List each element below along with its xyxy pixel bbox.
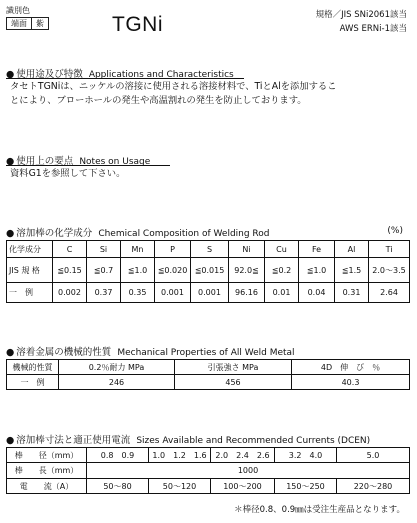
composition-unit: (%) — [387, 226, 403, 236]
applications-line-2: とにより、ブローホールの発生や高温割れの発生を防止しております。 — [10, 95, 307, 106]
composition-heading — [6, 225, 270, 239]
composition-jis-cell: ≦1.0 — [121, 258, 155, 283]
composition-example-cell: 0.37 — [87, 283, 121, 303]
composition-example-cell: 96.16 — [229, 283, 265, 303]
spec-jis: 規格／JIS SNi2061該当 — [315, 10, 407, 20]
mechanical-example-cell: 456 — [175, 375, 292, 390]
composition-example-row — [7, 283, 410, 303]
composition-heading-jp: 溶加棒の化学成分 — [16, 228, 93, 239]
sizes-current-cell: 50〜80 — [87, 479, 149, 494]
composition-jis-cell: ≦0.15 — [53, 258, 87, 283]
mechanical-heading-jp: 溶着金属の機械的性質 — [16, 347, 112, 358]
composition-header-cell: 化学成分 — [7, 241, 53, 258]
sizes-diameter-cell: 3.2 4.0 — [275, 448, 337, 463]
sizes-diameter-row — [7, 448, 410, 463]
usage-underline — [6, 165, 170, 166]
sizes-heading-jp: 溶加棒寸法と適正使用電流 — [16, 435, 131, 446]
composition-jis-cell: ≦0.7 — [87, 258, 121, 283]
composition-example-cell: 0.35 — [121, 283, 155, 303]
sizes-heading-en: Sizes Available and Recommended Currents (DCEN) — [136, 436, 371, 446]
mechanical-table — [6, 359, 410, 390]
sizes-diameter-cell: 1.0 1.2 1.6 — [149, 448, 211, 463]
sizes-length-label: 棒 長（mm） — [7, 463, 87, 479]
sizes-length-row — [7, 463, 410, 479]
composition-header-cell: S — [191, 241, 229, 258]
id-box-color: 紫 — [31, 18, 48, 29]
composition-jis-row — [7, 258, 410, 283]
product-title: TGNi — [112, 13, 163, 36]
applications-body — [10, 80, 337, 108]
mechanical-heading-en: Mechanical Properties of All Weld Metal — [117, 348, 295, 358]
composition-header-cell: Cu — [265, 241, 299, 258]
applications-line-1: タセトTGNiは、ニッケルの溶接に使用される溶接材料で、TiとAlを添加するこ — [10, 81, 337, 92]
composition-jis-cell: 2.0〜3.5 — [369, 258, 410, 283]
bullet-icon: ● — [6, 347, 15, 358]
sizes-current-row — [7, 479, 410, 494]
composition-jis-cell: JIS 規 格 — [7, 258, 53, 283]
composition-jis-cell: ≦0.020 — [155, 258, 191, 283]
usage-heading-jp: 使用上の要点 — [16, 156, 74, 167]
bullet-icon: ● — [6, 228, 15, 239]
applications-underline — [6, 78, 244, 79]
composition-header-cell: Ni — [229, 241, 265, 258]
composition-heading-en: Chemical Composition of Welding Rod — [98, 229, 270, 239]
composition-header-cell: Mn — [121, 241, 155, 258]
sizes-current-cell: 100〜200 — [211, 479, 275, 494]
mechanical-header-cell: 4D 伸 び ％ — [292, 360, 410, 375]
sizes-length-cell: 1000 — [87, 463, 410, 479]
composition-header-cell: P — [155, 241, 191, 258]
composition-jis-cell: ≦0.015 — [191, 258, 229, 283]
sizes-diameter-cell: 5.0 — [337, 448, 410, 463]
mechanical-header-cell: 引張強さ MPa — [175, 360, 292, 375]
id-box-end-face: 端面 — [11, 19, 27, 28]
usage-body: 資料G1を参照して下さい。 — [10, 168, 126, 179]
composition-example-cell: 0.001 — [155, 283, 191, 303]
bullet-icon: ● — [6, 69, 15, 80]
mechanical-example-cell: 40.3 — [292, 375, 410, 390]
composition-header-cell: Si — [87, 241, 121, 258]
composition-header-cell: Fe — [299, 241, 335, 258]
sizes-table — [6, 447, 410, 494]
applications-heading-en: Applications and Characteristics — [88, 70, 234, 80]
mechanical-example-cell: 一 例 — [7, 375, 59, 390]
composition-example-cell: 一 例 — [7, 283, 53, 303]
id-color-label: 識別色 — [6, 6, 30, 15]
mechanical-header-cell: 機械的性質 — [7, 360, 59, 375]
mechanical-header-row — [7, 360, 410, 375]
mechanical-example-row — [7, 375, 410, 390]
mechanical-header-cell: 0.2％耐力 MPa — [59, 360, 175, 375]
composition-example-cell: 0.01 — [265, 283, 299, 303]
composition-header-row — [7, 241, 410, 258]
composition-header-cell: C — [53, 241, 87, 258]
sizes-current-cell: 150〜250 — [275, 479, 337, 494]
spec-aws: AWS ERNi-1該当 — [339, 24, 407, 34]
sizes-current-cell: 220〜280 — [337, 479, 410, 494]
composition-example-cell: 0.31 — [335, 283, 369, 303]
sizes-current-label: 電 流（A） — [7, 479, 87, 494]
mechanical-heading — [6, 344, 295, 358]
composition-jis-cell: 92.0≦ — [229, 258, 265, 283]
composition-example-cell: 0.001 — [191, 283, 229, 303]
applications-heading-jp: 使用途及び特徴 — [16, 69, 83, 80]
composition-jis-cell: ≦0.2 — [265, 258, 299, 283]
sizes-diameter-cell: 0.8 0.9 — [87, 448, 149, 463]
composition-table — [6, 240, 410, 303]
usage-heading-en: Notes on Usage — [79, 157, 151, 167]
composition-example-cell: 2.64 — [369, 283, 410, 303]
sizes-diameter-label: 棒 径（mm） — [7, 448, 87, 463]
composition-example-cell: 0.04 — [299, 283, 335, 303]
composition-header-cell: Al — [335, 241, 369, 258]
composition-jis-cell: ≦1.0 — [299, 258, 335, 283]
composition-header-cell: Ti — [369, 241, 410, 258]
sizes-diameter-cell: 2.0 2.4 2.6 — [211, 448, 275, 463]
mechanical-example-cell: 246 — [59, 375, 175, 390]
composition-example-cell: 0.002 — [53, 283, 87, 303]
sizes-footnote: ＊棒径0.8、0.9㎜は受注生産品となります。 — [234, 505, 405, 515]
bullet-icon: ● — [6, 435, 15, 446]
bullet-icon: ● — [6, 156, 15, 167]
sizes-current-cell: 50〜120 — [149, 479, 211, 494]
sizes-heading — [6, 432, 370, 446]
composition-jis-cell: ≦1.5 — [335, 258, 369, 283]
id-color-boxes — [6, 17, 49, 30]
